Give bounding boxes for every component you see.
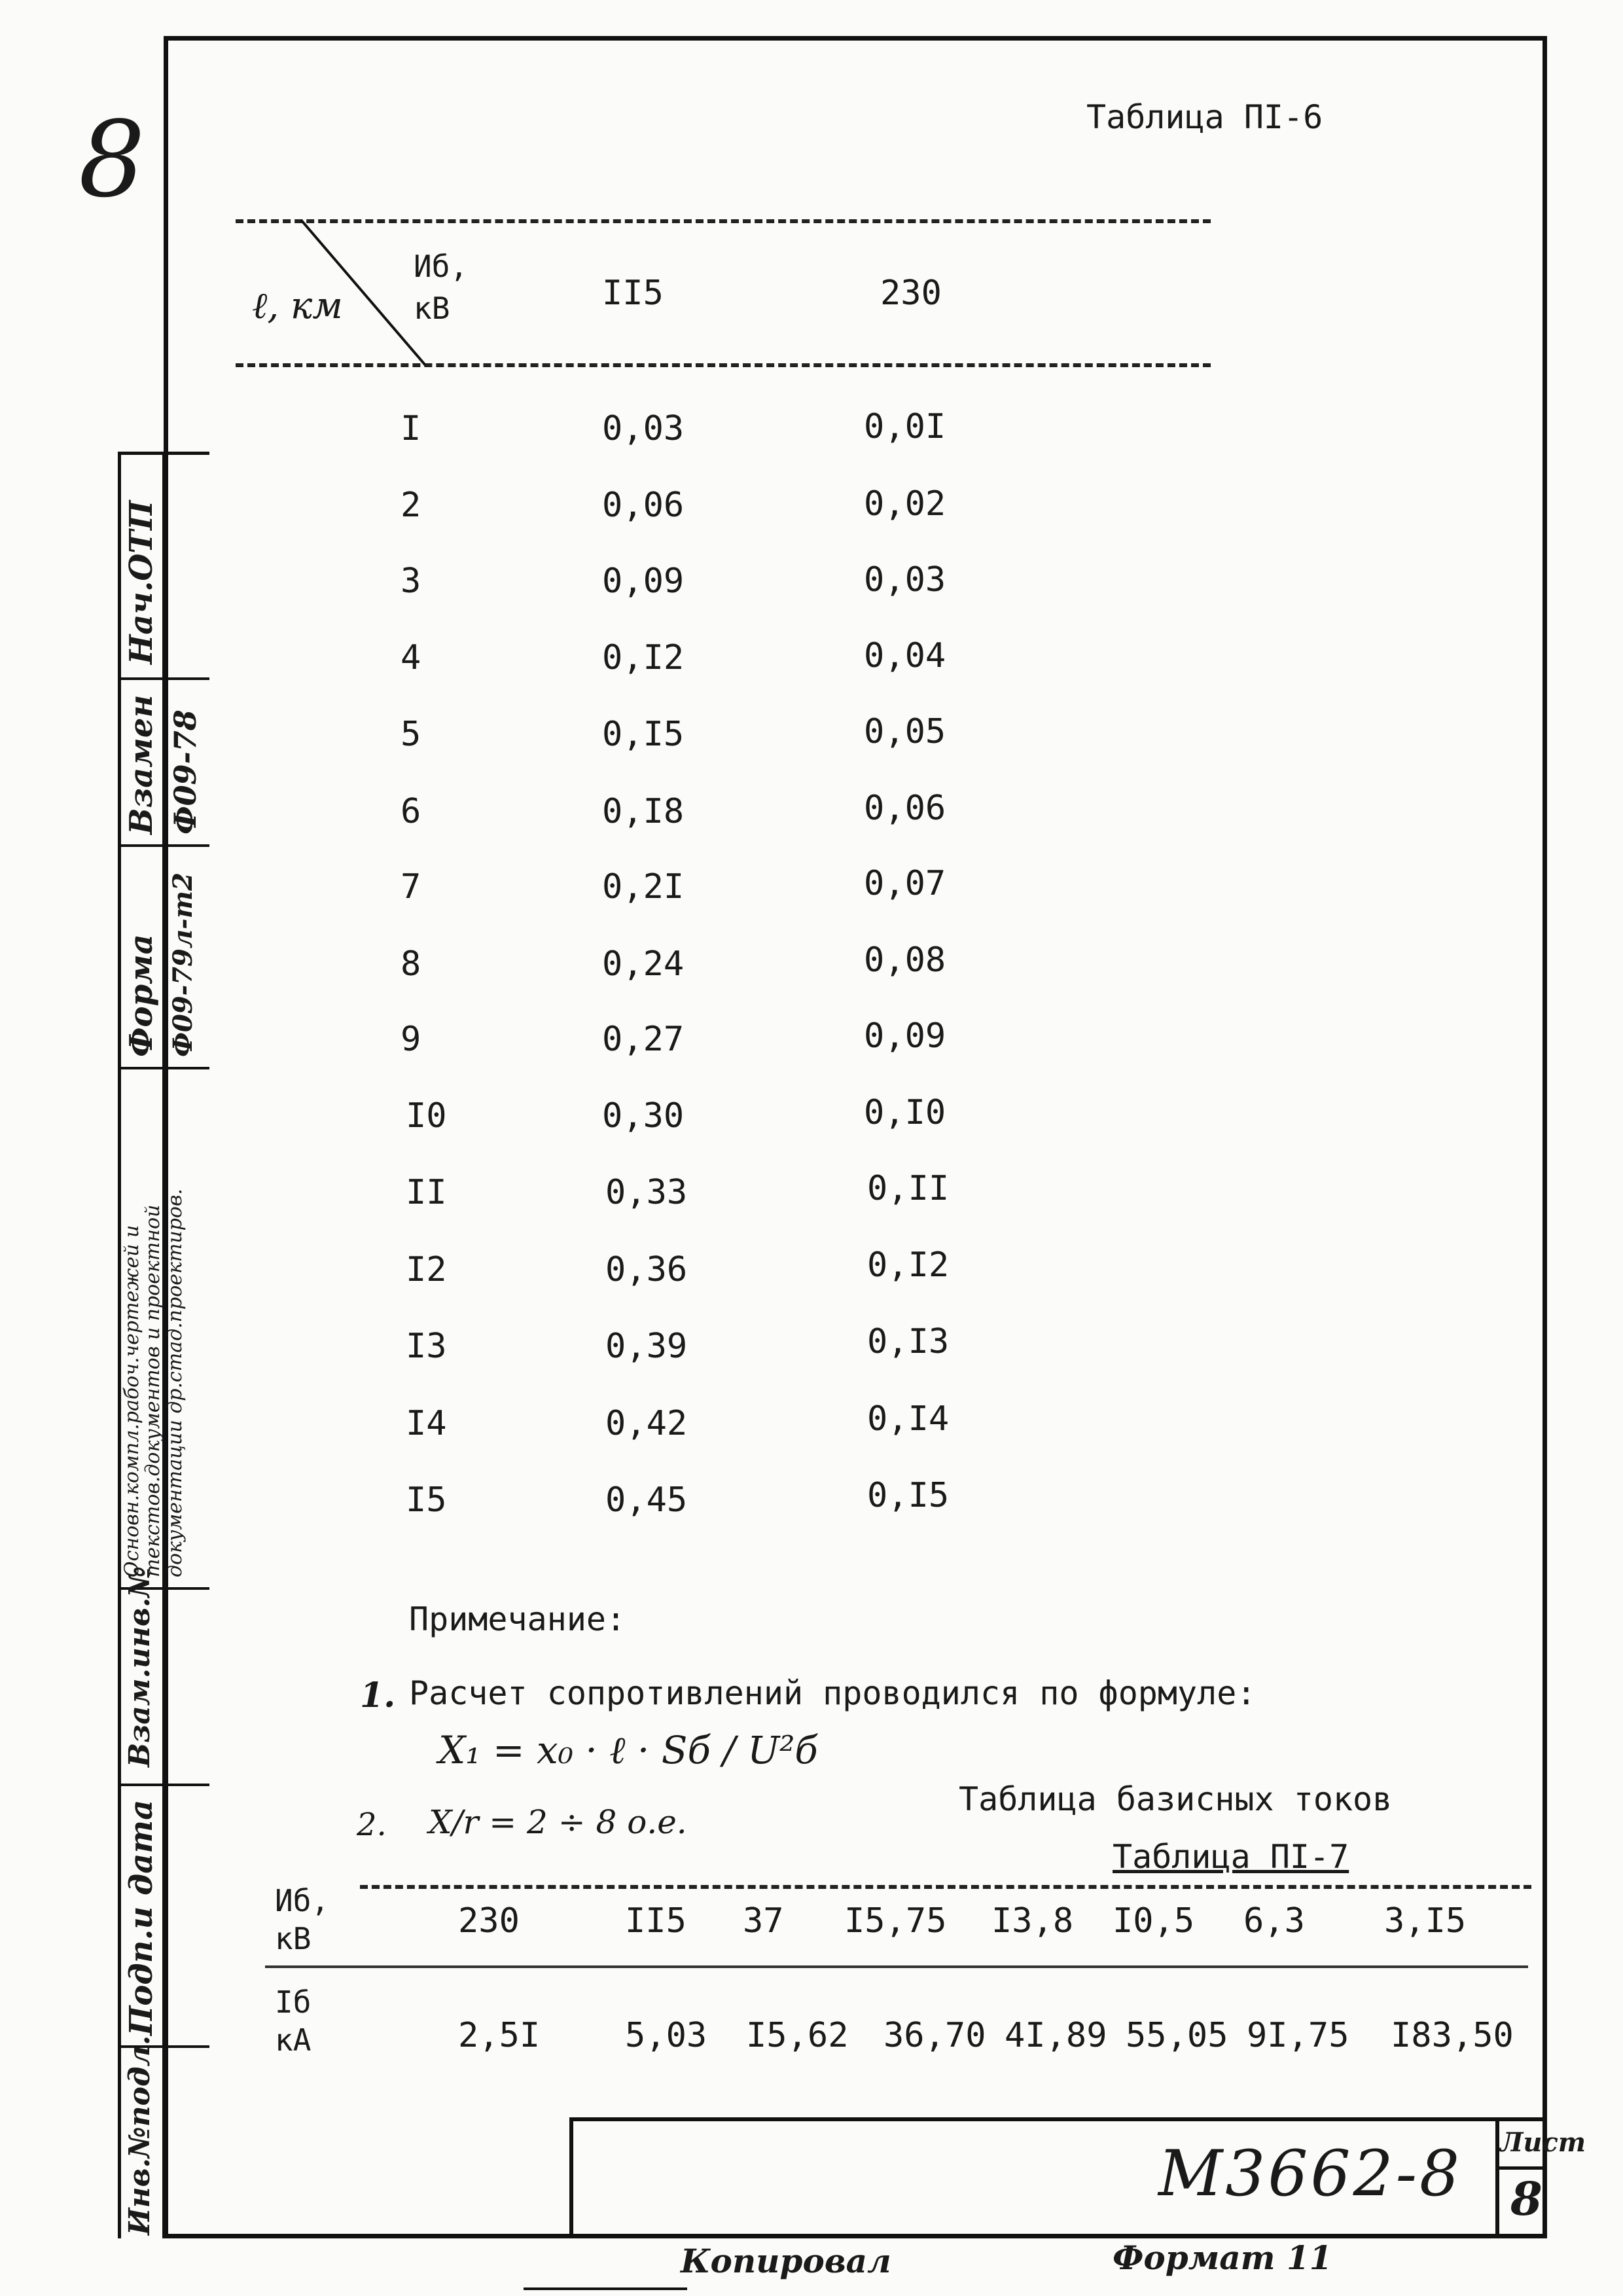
row-15-l: I5 — [406, 1480, 447, 1520]
row-3-l: 3 — [401, 562, 421, 601]
row-4-v230: 0,04 — [864, 636, 946, 675]
row-10-v230: 0,I0 — [864, 1093, 946, 1132]
row-9-v230: 0,09 — [864, 1016, 946, 1056]
note-2-number: 2. — [357, 1806, 387, 1843]
row-11-v230: 0,II — [867, 1169, 950, 1208]
note-1-text: Расчет сопротивлений проводился по формуле: — [409, 1674, 1257, 1712]
table2-voltage-5: I3,8 — [991, 1901, 1074, 1941]
table2-voltage-7: 6,3 — [1243, 1901, 1305, 1941]
note-title: Примечание: — [409, 1600, 626, 1638]
row-10-l: I0 — [406, 1096, 447, 1136]
row-9-v115: 0,27 — [602, 1020, 685, 1059]
side-label-osnovn: Основн.компл.рабоч.чертежей и — [120, 1225, 143, 1577]
footer-rule — [524, 2287, 687, 2290]
row-9-l: 9 — [401, 1020, 421, 1059]
sheet-cell-divider — [1495, 2117, 1499, 2238]
row-3-v115: 0,09 — [602, 562, 685, 601]
table2-voltage-4: I5,75 — [844, 1901, 947, 1941]
row-2-v115: 0,06 — [602, 486, 685, 525]
sheet-number: 8 — [1510, 2172, 1543, 2226]
side-label-osnovn-3: документации др.стад.проектиров. — [164, 1189, 187, 1577]
row-1-l: I — [401, 409, 421, 448]
table2-current-3: I5,62 — [746, 2016, 849, 2055]
row-12-v230: 0,I2 — [867, 1246, 950, 1285]
table2-current-8: I83,50 — [1391, 2016, 1514, 2055]
table2-row1-label: Иб, кВ — [275, 1883, 330, 1956]
row-6-v115: 0,I8 — [602, 792, 685, 831]
table2-voltage-1: 230 — [458, 1901, 520, 1941]
side-label-vzamen-value: Ф09-78 — [168, 709, 203, 834]
row-14-v230: 0,I4 — [867, 1399, 950, 1439]
header-corner-right-text: Иб, кВ — [414, 249, 469, 326]
side-label-vzamen: Взамен — [123, 694, 160, 834]
row-6-l: 6 — [401, 792, 421, 831]
row-14-v115: 0,42 — [605, 1404, 688, 1443]
row-7-v115: 0,2I — [602, 867, 685, 906]
row-8-v115: 0,24 — [602, 944, 685, 984]
row-15-v230: 0,I5 — [867, 1476, 950, 1515]
row-2-v230: 0,02 — [864, 484, 946, 524]
page-number-handwritten: 8 — [79, 98, 145, 221]
footer-kopiroval: Копировал — [681, 2242, 891, 2280]
table-title: Таблица ПI-6 — [1086, 98, 1323, 136]
header-corner-right — [414, 245, 492, 329]
row-10-v115: 0,30 — [602, 1096, 685, 1136]
row-7-v230: 0,07 — [864, 864, 946, 903]
row-13-l: I3 — [406, 1327, 447, 1366]
table2-voltage-8: 3,I5 — [1384, 1901, 1467, 1941]
row-4-v115: 0,I2 — [602, 638, 685, 677]
table2-top-rule — [360, 1885, 1531, 1889]
footer-format: Формат 11 — [1113, 2238, 1332, 2277]
row-1-v115: 0,03 — [602, 409, 685, 448]
row-5-v230: 0,05 — [864, 712, 946, 751]
header-col-230: 230 — [880, 274, 942, 313]
row-5-l: 5 — [401, 715, 421, 754]
side-label-nach-otp: Нач.ОТП — [123, 500, 160, 664]
table2-mid-rule — [265, 1965, 1528, 1968]
sheet-cell-rule — [1495, 2166, 1547, 2170]
table2-row2-label: Iб кА — [275, 1984, 312, 2058]
doc-number: М3662-8 — [1158, 2137, 1463, 2210]
side-stamp — [118, 452, 209, 2238]
header-col-115: II5 — [602, 274, 664, 313]
table2-current-2: 5,03 — [625, 2016, 707, 2055]
row-3-v230: 0,03 — [864, 560, 946, 600]
row-4-l: 4 — [401, 638, 421, 677]
formula-2: X/r = 2 ÷ 8 о.е. — [429, 1803, 687, 1841]
side-label-inv-podl: Инв.№подл. — [123, 2035, 156, 2235]
table2-current-4: 36,70 — [883, 2016, 986, 2055]
table2-voltage-6: I0,5 — [1113, 1901, 1195, 1941]
formula-1: X₁ = x₀ · ℓ · Sб / U²б — [438, 1728, 818, 1772]
row-13-v230: 0,I3 — [867, 1322, 950, 1361]
row-8-l: 8 — [401, 944, 421, 984]
row-15-v115: 0,45 — [605, 1480, 688, 1520]
header-corner-left: ℓ, км — [252, 285, 343, 327]
table2-current-1: 2,5I — [458, 2016, 541, 2055]
row-11-l: II — [406, 1173, 447, 1212]
side-label-podp-data: Подп.и дата — [123, 1799, 160, 2036]
row-13-v115: 0,39 — [605, 1327, 688, 1366]
table2-current-6: 55,05 — [1126, 2016, 1228, 2055]
table2-title: Таблица ПI-7 — [1113, 1838, 1349, 1876]
table2-caption: Таблица базисных токов — [959, 1780, 1393, 1818]
row-5-v115: 0,I5 — [602, 715, 685, 754]
sheet-label: Лист — [1500, 2127, 1586, 2158]
row-12-l: I2 — [406, 1250, 447, 1289]
side-label-forma: Форма — [123, 934, 160, 1057]
side-label-osnovn-2: текстов.документов и проектной — [141, 1204, 164, 1577]
table2-voltage-2: II5 — [625, 1901, 687, 1941]
row-8-v230: 0,08 — [864, 941, 946, 980]
side-label-vzam-inv: Взам.инв.№ — [123, 1566, 156, 1767]
table2-current-7: 9I,75 — [1247, 2016, 1349, 2055]
row-7-l: 7 — [401, 867, 421, 906]
row-11-v115: 0,33 — [605, 1173, 688, 1212]
table2-voltage-3: 37 — [743, 1901, 784, 1941]
note-1-number: 1. — [360, 1676, 396, 1715]
row-2-l: 2 — [401, 486, 421, 525]
side-label-forma-value: Ф09-79л-т2 — [168, 872, 198, 1057]
row-1-v230: 0,0I — [864, 407, 946, 446]
row-6-v230: 0,06 — [864, 789, 946, 828]
row-14-l: I4 — [406, 1404, 447, 1443]
table2-current-5: 4I,89 — [1005, 2016, 1107, 2055]
row-12-v115: 0,36 — [605, 1250, 688, 1289]
